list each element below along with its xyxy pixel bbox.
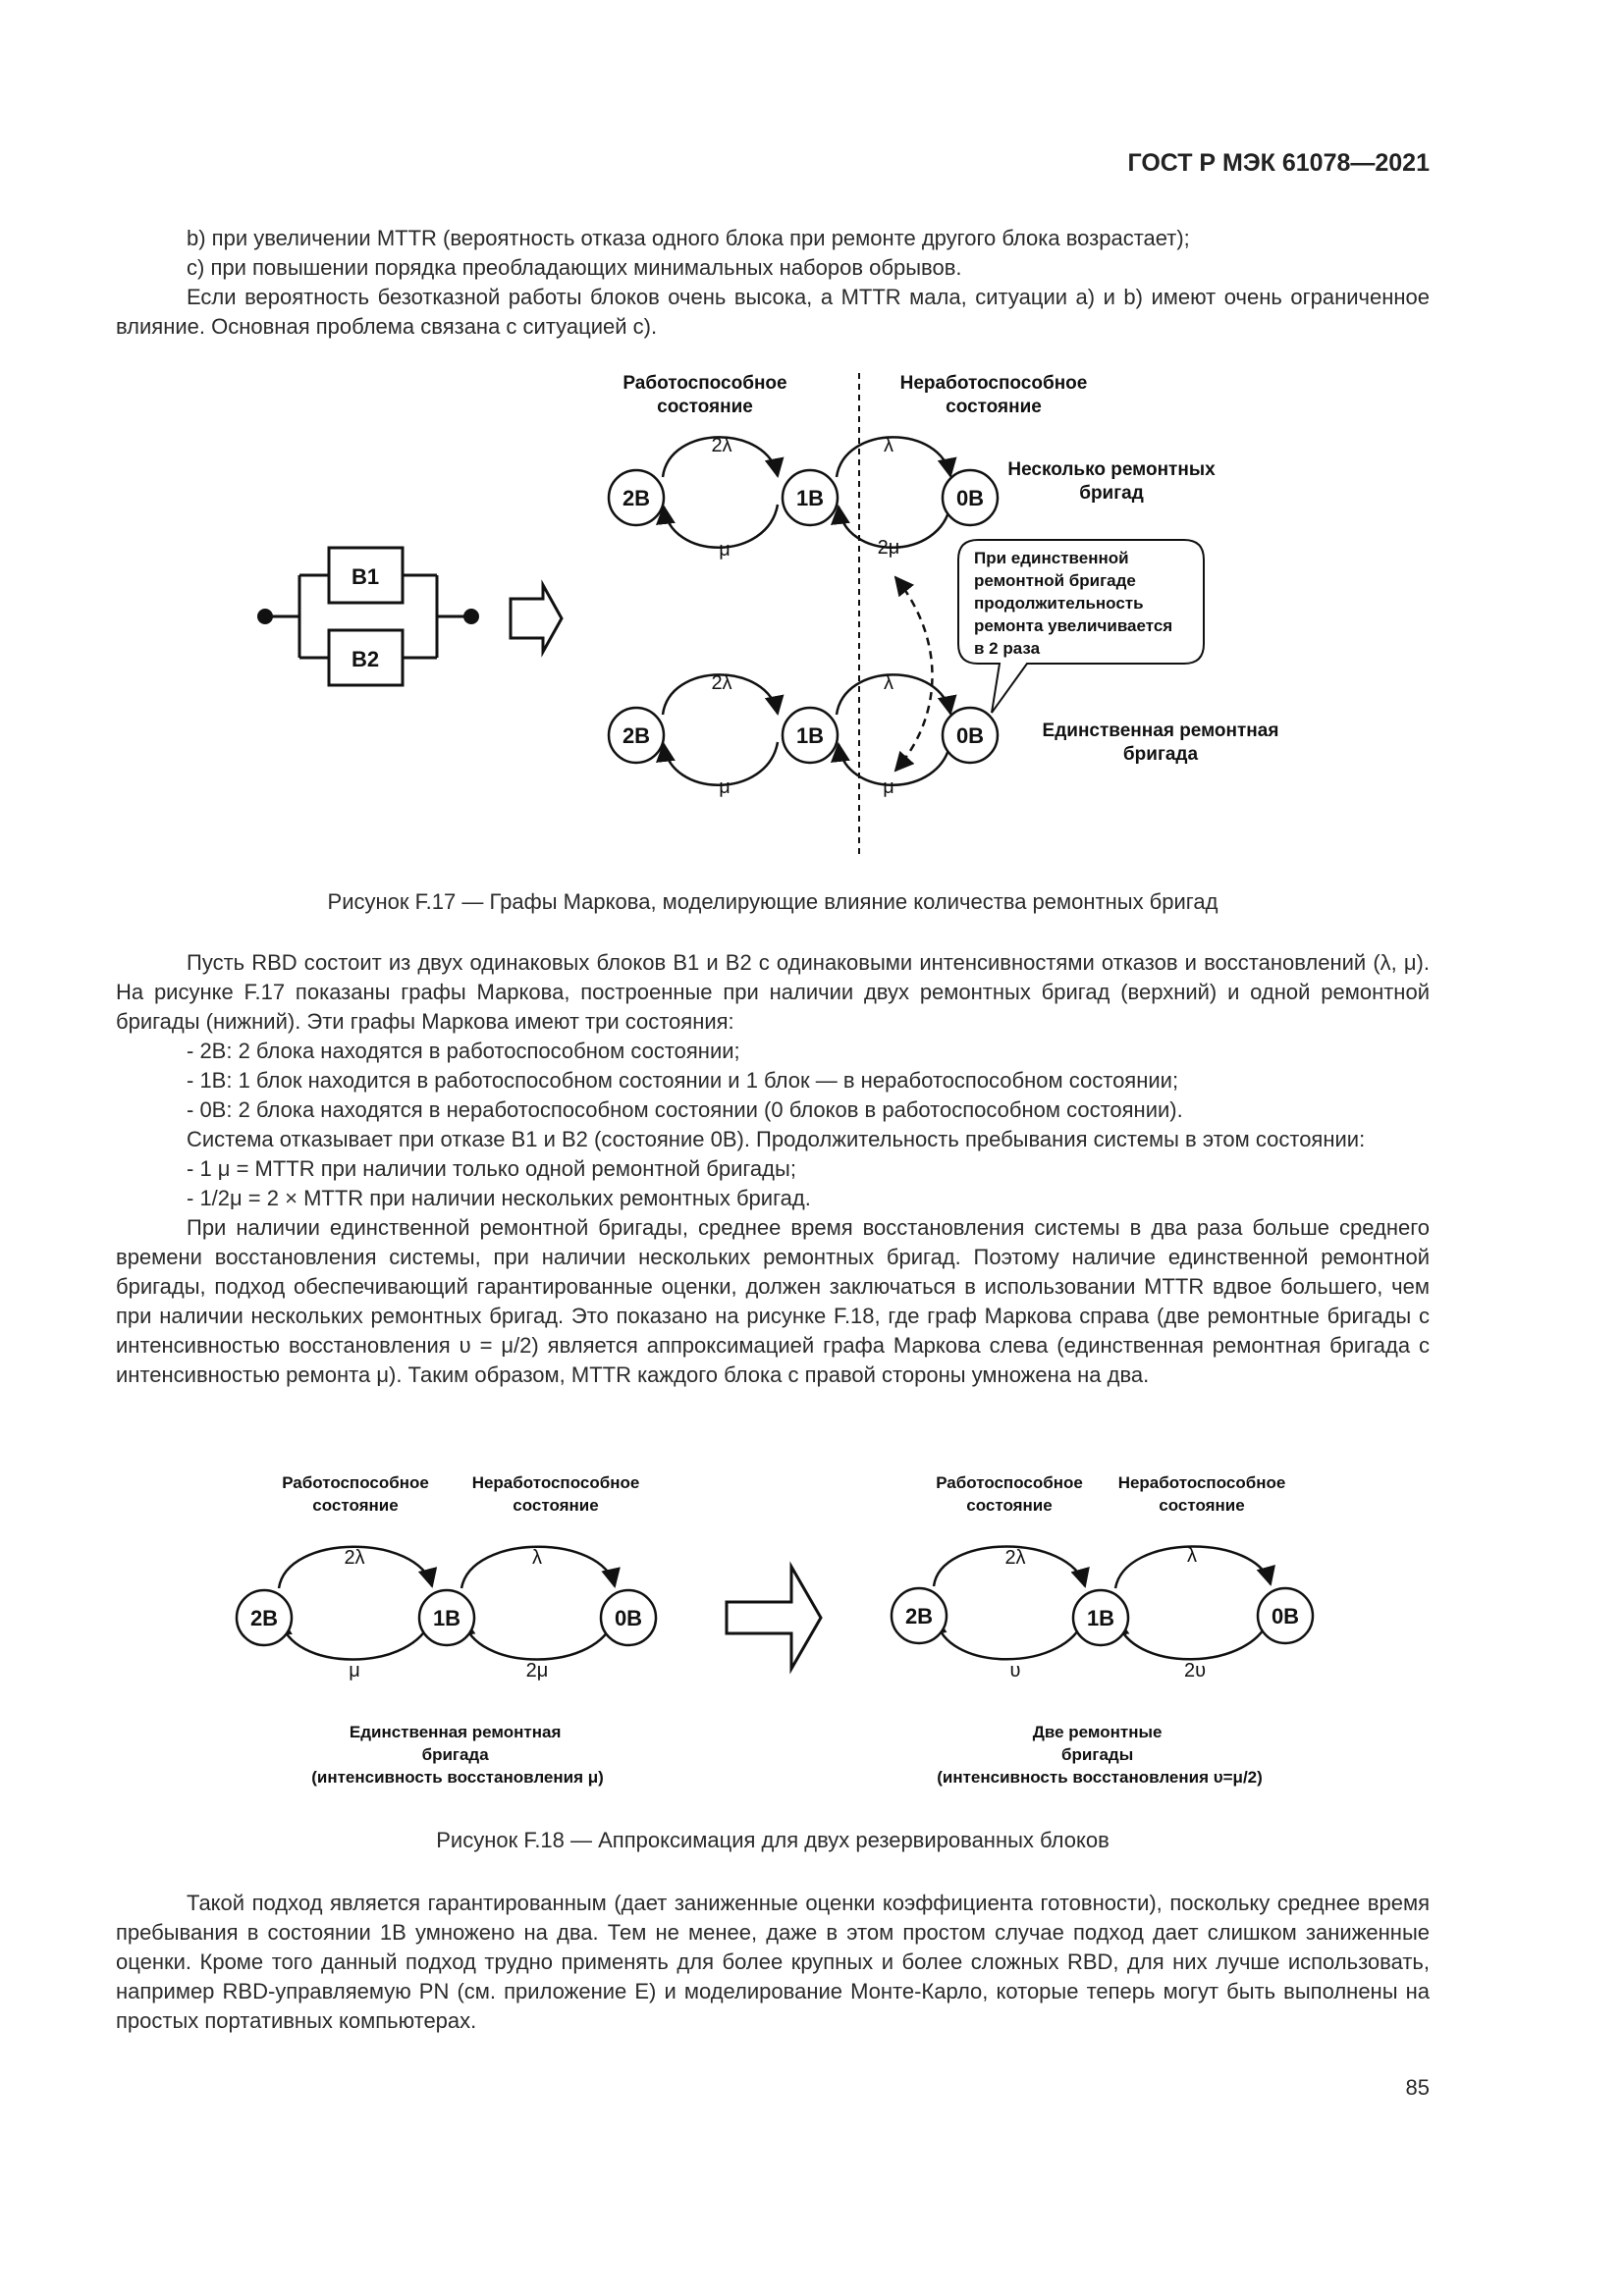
rate-label: 2λ (1004, 1547, 1026, 1569)
paragraph-text: При наличии единственной ремонтной бригады, среднее время восстановления системы в два раза больше среднего времени восстановления системы, при наличии нескольких ремонтных бригад. Поэтому наличие единственной ремонтной бригады, подход обеспечивающий гарантированные оценки, должен заключаться в использовании MTTR вдвое большего, чем при наличии нескольких ремонтных бригад. Это показано на рисунке F.18, где граф Маркова справа (две ремонтные бригады с интенсивностью восстановления υ = μ/2) является аппроксимацией графа Маркова слева (единственная ремонтная бригада с интенсивностью ремонта μ). Таким образом, MTTR каждого блока с правой стороны умножена на два. (116, 1215, 1430, 1387)
figure-f18 (0, 1463, 1624, 1801)
intro-text: Если вероятность безотказной работы блоков очень высока, а MTTR мала, ситуации a) и b) имеют очень ограниченное влияние. Основная проблема связана с ситуацией c). (116, 285, 1430, 339)
rate-label: λ (532, 1547, 542, 1569)
rate-label: λ (1187, 1545, 1197, 1567)
label-up-state: Работоспособное состояние (282, 1473, 429, 1515)
list-item: - 0B: 2 блока находятся в неработоспособном состоянии (0 блоков в работоспособном состоянии). (187, 1097, 1183, 1122)
node-label: 1B (795, 486, 825, 510)
label-up-state: Работоспособное состояние (936, 1473, 1083, 1515)
node-label: 1B (795, 723, 825, 748)
rbd-diagram (257, 548, 479, 685)
rate-label: 2λ (711, 435, 732, 456)
callout-text: При единственной ремонтной бригаде продолжительность ремонта увеличивается в 2 раза (974, 549, 1173, 658)
node-label: 1B (1086, 1606, 1115, 1630)
body-paragraph-2 (116, 948, 1430, 1390)
label-down-state: Неработоспособное состояние (899, 373, 1088, 417)
paragraph-text: Такой подход является гарантированным (дает заниженные оценки коэффициента готовности), поскольку среднее время пребывания в состоянии 1B умножено на два. Тем не менее, даже в этом простом случае подход дает слишком заниженные оценки. Кроме того данный подход трудно применять для более крупных и более сложных RBD, для них лучше использовать, например RBD-управляемую PN (см. приложение E) и моделирование Монте-Карло, которые теперь могут быть выполнены на простых портативных компьютерах. (116, 1891, 1430, 2033)
intro-paragraph (116, 224, 1430, 342)
paragraph-text: Пусть RBD состоит из двух одинаковых блоков B1 и B2 с одинаковыми интенсивностями отказов и восстановлений (λ, μ). На рисунке F.17 показаны графы Маркова, построенные при наличии двух ремонтных бригад (верхний) и одной ремонтной бригады (нижний). Эти графы Маркова имеют три состояния: (116, 950, 1430, 1034)
left-graph-caption: Единственная ремонтная бригада (интенсивность восстановления μ) (311, 1723, 604, 1787)
markov-graph-left (237, 1547, 656, 1682)
markov-graph-top (609, 435, 998, 561)
node-label: 0B (1271, 1604, 1300, 1629)
figure-f17 (0, 353, 1624, 864)
node-label: 0B (955, 723, 985, 748)
node-label: 2B (622, 723, 651, 748)
body-paragraph-3 (116, 1889, 1430, 2036)
label-many-crews: Несколько ремонтных бригад (1007, 459, 1216, 504)
node-label: 2B (249, 1606, 279, 1630)
rate-label: 2λ (344, 1547, 365, 1569)
document-header: ГОСТ Р МЭК 61078—2021 (1127, 149, 1430, 177)
rate-label: μ (719, 539, 731, 561)
list-item: - 1B: 1 блок находится в работоспособном состоянии и 1 блок — в неработоспособном состоянии; (187, 1068, 1179, 1093)
rate-label: 2μ (525, 1660, 549, 1682)
node-label: 0B (955, 486, 985, 510)
page-number: 85 (1405, 2075, 1430, 2100)
node-label: 1B (432, 1606, 461, 1630)
block-b1-label: B1 (351, 564, 380, 589)
list-item: - 2B: 2 блока находятся в работоспособном состоянии; (187, 1039, 740, 1063)
label-down-state: Неработоспособное состояние (1117, 1473, 1286, 1515)
rate-label: 2μ (877, 537, 900, 559)
approximation-arrow-icon (727, 1567, 821, 1669)
block-b2-label: B2 (351, 647, 380, 671)
rate-label: 2υ (1183, 1660, 1207, 1682)
list-item: - 1/2μ = 2 × MTTR при наличии нескольких ремонтных бригад. (187, 1186, 811, 1210)
node-label: 0B (614, 1606, 643, 1630)
right-graph-caption: Две ремонтные бригады (интенсивность восстановления υ=μ/2) (937, 1723, 1263, 1787)
transform-arrow-icon (511, 585, 562, 652)
node-label: 2B (904, 1604, 934, 1629)
label-down-state: Неработоспособное состояние (471, 1473, 640, 1515)
rate-label: 2λ (711, 672, 732, 694)
figure-f17-caption: Рисунок F.17 — Графы Маркова, моделирующие влияние количества ремонтных бригад (327, 889, 1218, 914)
rate-label: μ (883, 776, 894, 798)
list-item-c: c) при повышении порядка преобладающих минимальных наборов обрывов. (187, 255, 962, 280)
label-up-state: Работоспособное состояние (623, 373, 787, 417)
markov-graph-right (892, 1545, 1313, 1682)
list-item-b: b) при увеличении MTTR (вероятность отказа одного блока при ремонте другого блока возрастает); (187, 226, 1190, 250)
label-single-crew: Единственная ремонтная бригада (1042, 721, 1279, 765)
list-item: - 1 μ = MTTR при наличии только одной ремонтной бригады; (187, 1156, 796, 1181)
figure-f18-caption: Рисунок F.18 — Аппроксимация для двух резервированных блоков (436, 1828, 1110, 1852)
markov-graph-bottom (609, 672, 998, 798)
paragraph-text: Система отказывает при отказе B1 и B2 (состояние 0B). Продолжительность пребывания системы в этом состоянии: (187, 1127, 1366, 1151)
rate-label: μ (349, 1660, 360, 1682)
rate-label: υ (1009, 1660, 1021, 1682)
node-label: 2B (622, 486, 651, 510)
rate-label: λ (884, 672, 893, 694)
rate-label: λ (884, 435, 893, 456)
rate-label: μ (719, 776, 731, 798)
